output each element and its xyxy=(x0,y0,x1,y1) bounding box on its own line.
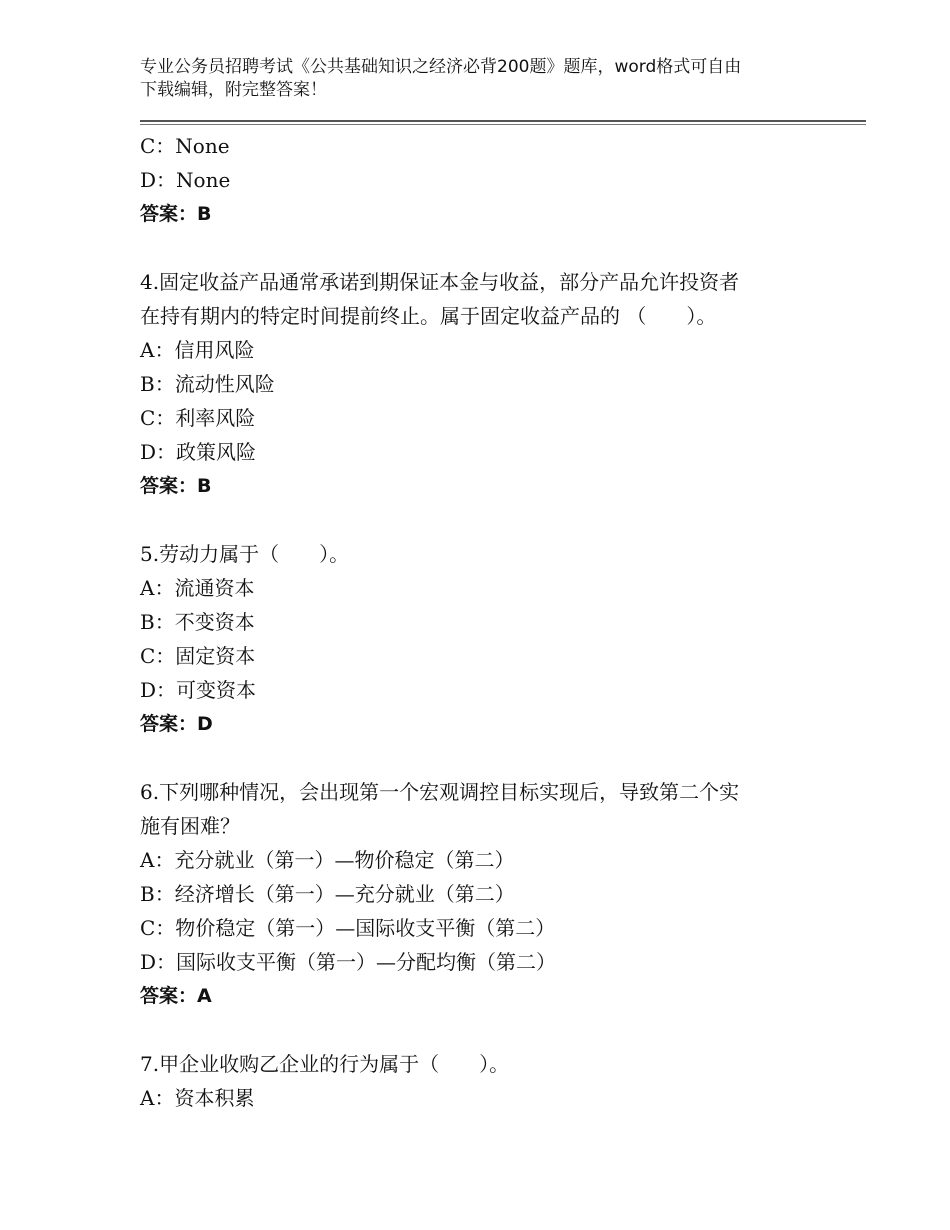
question-4-text-line-2: 在持有期内的特定时间提前终止。属于固定收益产品的 （ ）。 xyxy=(140,304,717,328)
option-a: A：资本积累 xyxy=(140,1086,255,1110)
header-rule-thin xyxy=(140,124,866,125)
option-c: C：物价稳定（第一）—国际收支平衡（第二） xyxy=(140,916,556,940)
option-c: C：利率风险 xyxy=(140,406,256,430)
answer-line: 答案：D xyxy=(140,713,213,735)
option-a: A：充分就业（第一）—物价稳定（第二） xyxy=(140,848,515,872)
header-line-2: 下载编辑，附完整答案！ xyxy=(140,80,327,100)
option-d: D：政策风险 xyxy=(140,440,257,464)
page-header xyxy=(140,56,820,102)
answer-line: 答案：B xyxy=(140,203,212,225)
answer-line: 答案：A xyxy=(140,985,212,1007)
question-4-text-line-1: 4.固定收益产品通常承诺到期保证本金与收益，部分产品允许投资者 xyxy=(140,270,740,294)
option-b: B：流动性风险 xyxy=(140,372,275,396)
option-a: A：信用风险 xyxy=(140,338,255,362)
spacer xyxy=(140,231,820,265)
question-list xyxy=(140,129,820,1115)
option-d: D：国际收支平衡（第一）—分配均衡（第二） xyxy=(140,950,557,974)
option-a: A：流通资本 xyxy=(140,576,255,600)
spacer xyxy=(140,741,820,775)
spacer xyxy=(140,1013,820,1047)
option-b: B：经济增长（第一）—充分就业（第二） xyxy=(140,882,515,906)
option-d: D：None xyxy=(140,168,231,192)
option-d: D：可变资本 xyxy=(140,678,257,702)
header-rule-thick xyxy=(140,120,866,122)
question-7-text: 7.甲企业收购乙企业的行为属于（ ）。 xyxy=(140,1052,510,1076)
option-b: B：不变资本 xyxy=(140,610,255,634)
option-c: C：固定资本 xyxy=(140,644,256,668)
question-5-text: 5.劳动力属于（ ）。 xyxy=(140,542,350,566)
option-c: C：None xyxy=(140,134,230,158)
question-6-text-line-1: 6.下列哪种情况，会出现第一个宏观调控目标实现后，导致第二个实 xyxy=(140,780,740,804)
question-6-text-line-2: 施有困难？ xyxy=(140,814,240,838)
answer-line: 答案：B xyxy=(140,475,212,497)
header-line-1: 专业公务员招聘考试《公共基础知识之经济必背200题》题库，word格式可自由 xyxy=(140,57,742,77)
spacer xyxy=(140,503,820,537)
